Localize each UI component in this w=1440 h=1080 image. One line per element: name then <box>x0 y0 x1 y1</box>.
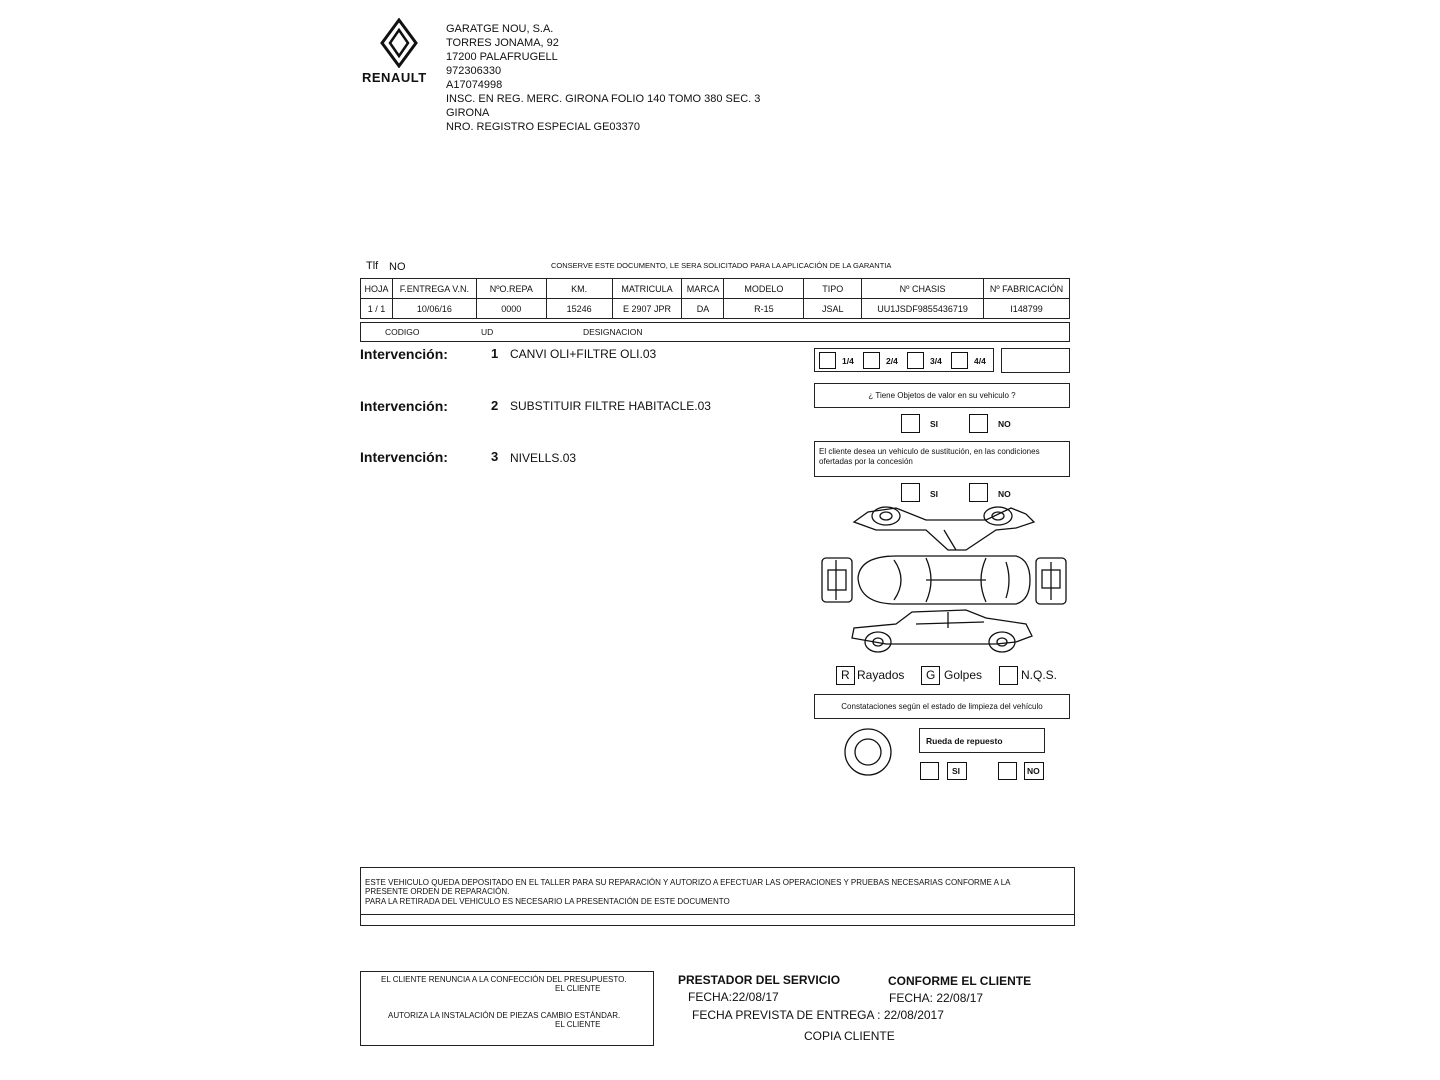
rayados-code: R <box>841 668 850 682</box>
fuel-blank-box <box>1001 348 1070 373</box>
header-cell: KM. <box>546 279 612 299</box>
company-cif: A17074998 <box>446 79 503 91</box>
brand-name: RENAULT <box>362 70 427 85</box>
deposit-line-1: ESTE VEHICULO QUEDA DEPOSITADO EN EL TALLER PARA SU REPARACIÓN Y AUTORIZO A EFECTUAR LAS OPERACIONES Y PRUEBAS NECESARIAS CONFORME A LA <box>365 878 1011 887</box>
spare-si-checkbox[interactable] <box>920 762 939 780</box>
intervention-description: CANVI OLI+FILTRE OLI.03 <box>510 347 657 361</box>
header-cell: Nº FABRICACIÓN <box>984 279 1070 299</box>
spare-no-checkbox[interactable] <box>998 762 1017 780</box>
deposit-line-2: PRESENTE ORDEN DE REPARACIÓN. <box>365 887 510 896</box>
spare-wheel-icon <box>842 726 894 778</box>
nqs-checkbox[interactable] <box>999 666 1018 685</box>
company-registry: INSC. EN REG. MERC. GIRONA FOLIO 140 TOMO 380 SEC. 3 <box>446 93 761 105</box>
car-damage-diagram-icon <box>816 500 1072 662</box>
valuables-si-label: SI <box>930 419 939 429</box>
client-date: FECHA: 22/08/17 <box>889 991 984 1005</box>
header-cell: NºO.REPA <box>476 279 546 299</box>
valuables-no-label: NO <box>998 419 1011 429</box>
valuables-question: ¿ Tiene Objetos de valor en su vehiculo ? <box>868 391 1016 400</box>
value-cell: I148799 <box>984 299 1070 319</box>
table-header-row <box>361 279 1070 299</box>
value-cell: 10/06/16 <box>392 299 476 319</box>
spare-wheel-label: Rueda de repuesto <box>926 736 1003 746</box>
fuel-label: 4/4 <box>974 356 986 366</box>
cleaning-box <box>814 694 1070 719</box>
service-provider-label: PRESTADOR DEL SERVICIO <box>678 973 841 987</box>
client-copy-label: COPIA CLIENTE <box>804 1029 895 1043</box>
value-cell: R-15 <box>724 299 804 319</box>
cleaning-text: Constataciones según el estado de limpieza del vehículo <box>841 702 1043 711</box>
valuables-si-checkbox[interactable] <box>901 414 920 433</box>
header-cell: F.ENTREGA V.N. <box>392 279 476 299</box>
substitute-box <box>814 441 1070 477</box>
company-name: GARATGE NOU, S.A. <box>446 23 554 35</box>
client-authorize: AUTORIZA LA INSTALACIÓN DE PIEZAS CAMBIO ESTÁNDAR. <box>388 1011 621 1020</box>
value-cell: DA <box>682 299 724 319</box>
client-conformity-label: CONFORME EL CLIENTE <box>888 974 1032 988</box>
tlf-label: Tlf <box>366 260 379 272</box>
provider-date: FECHA:22/08/17 <box>688 990 779 1004</box>
designacion-label: DESIGNACION <box>583 327 643 337</box>
value-cell: 15246 <box>546 299 612 319</box>
header-cell: MARCA <box>682 279 724 299</box>
intervention-label: Intervención: <box>360 449 448 465</box>
fuel-checkbox[interactable] <box>907 352 924 369</box>
spare-no-label: NO <box>1027 766 1040 776</box>
client-renounce: EL CLIENTE RENUNCIA A LA CONFECCIÓN DEL PRESUPUESTO. <box>381 975 627 984</box>
header-cell: TIPO <box>804 279 862 299</box>
intervention-label: Intervención: <box>360 398 448 414</box>
company-phone: 972306330 <box>446 65 502 77</box>
company-special-registry: NRO. REGISTRO ESPECIAL GE03370 <box>446 121 640 133</box>
header-cell: Nº CHASIS <box>862 279 984 299</box>
vehicle-table <box>360 278 1070 319</box>
company-city: 17200 PALAFRUGELL <box>446 51 558 63</box>
intervention-number: 1 <box>491 346 499 361</box>
client-box <box>360 971 654 1046</box>
fuel-label: 3/4 <box>930 356 942 366</box>
substitute-text: El cliente desea un vehiculo de sustitución, en las condiciones ofertadas por la concesión <box>819 447 1040 466</box>
value-cell: E 2907 JPR <box>612 299 682 319</box>
divider <box>361 914 1074 915</box>
rayados-box[interactable] <box>836 666 855 685</box>
table-row <box>361 299 1070 319</box>
intervention-number: 3 <box>491 449 499 464</box>
company-address: TORRES JONAMA, 92 <box>446 37 559 49</box>
value-cell: 0000 <box>476 299 546 319</box>
spare-si-tag <box>947 762 967 780</box>
company-info <box>446 22 760 134</box>
spare-si-label: SI <box>952 766 961 776</box>
warranty-notice: CONSERVE ESTE DOCUMENTO, LE SERA SOLICITADO PARA LA APLICACIÓN DE LA GARANTIA <box>551 261 892 270</box>
golpes-code: G <box>926 668 936 682</box>
value-cell: UU1JSDF9855436719 <box>862 299 984 319</box>
fuel-checkbox[interactable] <box>951 352 968 369</box>
fuel-checkbox[interactable] <box>819 352 836 369</box>
codes-header <box>360 322 1070 342</box>
substitute-no-label: NO <box>998 489 1011 499</box>
expected-delivery-date: FECHA PREVISTA DE ENTREGA : 22/08/2017 <box>692 1008 944 1022</box>
ud-label: UD <box>481 327 494 337</box>
deposit-line-3: PARA LA RETIRADA DEL VEHICULO ES NECESARIO LA PRESENTACIÓN DE ESTE DOCUMENTO <box>365 897 730 906</box>
fuel-label: 2/4 <box>886 356 898 366</box>
renault-logo <box>376 18 422 68</box>
rayados-label: Rayados <box>857 668 905 682</box>
header-cell: MATRICULA <box>612 279 682 299</box>
intervention-number: 2 <box>491 398 499 413</box>
fuel-label: 1/4 <box>842 356 854 366</box>
fuel-level-group <box>814 348 994 372</box>
company-province: GIRONA <box>446 107 490 119</box>
nqs-label: N.Q.S. <box>1021 668 1058 682</box>
valuables-no-checkbox[interactable] <box>969 414 988 433</box>
tlf-value: NO <box>389 261 406 273</box>
client-signature-2: EL CLIENTE <box>555 1020 601 1029</box>
header-cell: MODELO <box>724 279 804 299</box>
golpes-label: Golpes <box>944 668 983 682</box>
client-signature-1: EL CLIENTE <box>555 984 601 993</box>
deposit-notice <box>360 867 1075 926</box>
valuables-box <box>814 383 1070 408</box>
substitute-si-label: SI <box>930 489 939 499</box>
value-cell: 1 / 1 <box>361 299 393 319</box>
header-cell: HOJA <box>361 279 393 299</box>
codigo-label: CODIGO <box>385 327 420 337</box>
intervention-label: Intervención: <box>360 346 448 362</box>
spare-no-tag <box>1024 762 1044 780</box>
intervention-description: SUBSTITUIR FILTRE HABITACLE.03 <box>510 399 711 413</box>
fuel-checkbox[interactable] <box>863 352 880 369</box>
value-cell: JSAL <box>804 299 862 319</box>
spare-wheel-box <box>919 728 1045 753</box>
intervention-description: NIVELLS.03 <box>510 451 577 465</box>
golpes-box[interactable] <box>921 666 940 685</box>
